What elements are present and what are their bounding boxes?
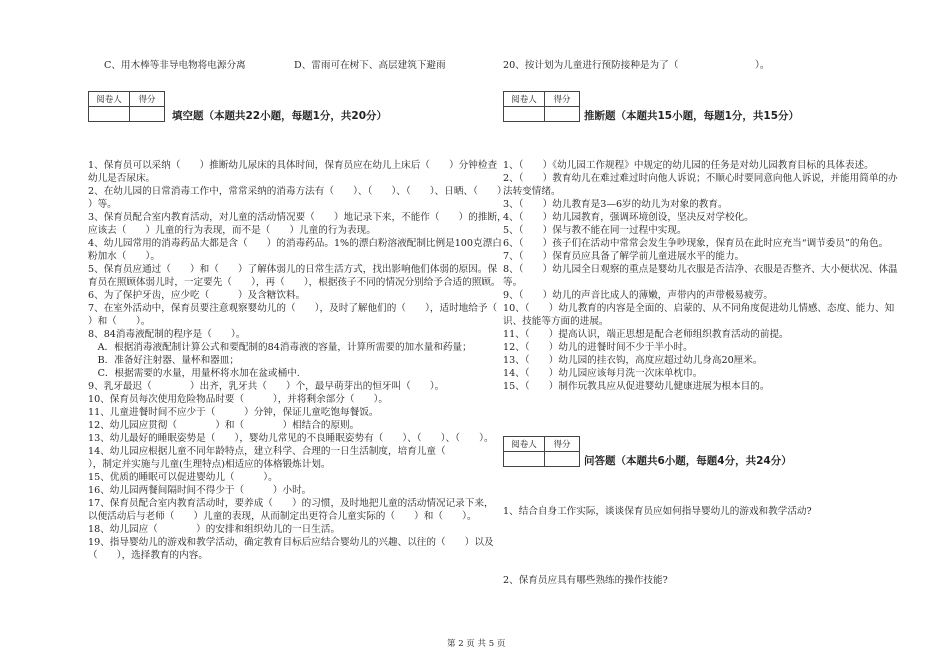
judgment-questions [503, 159, 898, 393]
right-score-table-2 [503, 436, 580, 467]
question-line: 幼儿是否尿床。 [88, 173, 156, 184]
question-line: 3、保育员配合室内教育活动，对儿童的活动情况要（ ）地记录下来，不能作（ ）的推断， [88, 212, 507, 223]
question-line: 15、（ ）制作玩教具应从促进婴幼儿健康进展为根本目的。 [503, 381, 770, 392]
question-20: 20、按计划为儿童进行预防接种是为了（ ）。 [503, 60, 770, 71]
option-d: D、雷雨可在树下、高层建筑下避雨 [294, 60, 446, 71]
score-table-score-cell [545, 107, 580, 122]
question-line: 14、幼儿园应根据儿童不同年龄特点，建立科学、合理的一日生活制度，培育儿童（ [88, 446, 484, 457]
question-line: （ ），选择教育的内容。 [88, 550, 208, 561]
score-table-grader-label: 阅卷人 [504, 437, 545, 452]
question-line: 11、儿童进餐时间不应少于（ ）分钟，保证儿童吃饱每餐饭。 [88, 407, 379, 418]
question-line: 识、技能等方面的进展。 [503, 316, 609, 327]
essay-section-title: 问答题（本题共6小题，每题4分，共24分） [584, 455, 792, 467]
question-line: 13、（ ）幼儿园的挂衣钩，高度应超过幼儿身高20厘米。 [503, 355, 763, 366]
question-line: A．根据消毒液配制计算公式和要配制的84消毒液的容量，计算所需要的加水量和药量； [88, 342, 472, 353]
question-line: 13、幼儿最好的睡眠姿势是（ ），婴幼儿常见的不良睡眠姿势有（ ）、（ ）、（ ）。 [88, 433, 494, 444]
question-line: 16、幼儿园两餐间隔时间不得少于（ ）小时。 [88, 485, 312, 496]
page-footer: 第 2 页 共 5 页 [447, 639, 506, 649]
question-line: 5、保育员应通过（ ）和（ ）了解体弱儿的日常生活方式，找出影响他们体弱的原因。保 [88, 264, 498, 275]
question-line: ）和（ ）。 [88, 316, 151, 327]
right-score-table [503, 91, 580, 122]
score-table-score-label: 得分 [545, 437, 580, 452]
question-line: ），制定并实施与儿童(生理特点)相适应的体格锻炼计划。 [88, 459, 331, 470]
score-table-score-cell [130, 107, 165, 122]
question-line: 9、（ ）幼儿的声音比成人的薄嫩，声带内的声带极易疲劳。 [503, 290, 773, 301]
left-score-table [88, 91, 165, 122]
question-line: 10、（ ）幼儿教育的内容是全面的、启蒙的、从不同角度促进幼儿情感、态度、能力、知 [503, 303, 895, 314]
question-line: 8、（ ）幼儿园全日观察的重点是婴幼儿衣服是否洁净、衣服是否整齐、大小便状况、体温 [503, 264, 898, 275]
question-line: ）等。 [88, 199, 117, 210]
essay-question-2: 2、保育员应具有哪些熟练的操作技能? [503, 575, 668, 586]
fill-blank-questions [88, 159, 507, 562]
essay-question-1: 1、结合自身工作实际，谈谈保育员应如何指导婴幼儿的游戏和教学活动? [503, 506, 812, 517]
question-line: B．准备好注射器、量杯和器皿； [88, 355, 239, 366]
option-c: C、用木棒等非导电物将电源分离 [104, 60, 246, 71]
question-line: 4、幼儿园常用的消毒药品大都是含（ ）的消毒药品。1%的漂白粉溶液配制比例是100克漂白 [88, 238, 502, 249]
question-line: 11、（ ）提高认识，端正思想是配合老师组织教育活动的前提。 [503, 329, 789, 340]
question-line: 等。 [503, 277, 523, 288]
question-line: 15、优质的睡眠可以促进婴幼儿（ ）。 [88, 472, 278, 483]
question-line: 4、（ ）幼儿园教育，强调环境创设，坚决反对学校化。 [503, 212, 754, 223]
question-line: 8、84消毒液配制的程序是（ ）。 [88, 329, 246, 340]
question-line: 6、为了保护牙齿，应少吃（ ）及含糖饮料。 [88, 290, 306, 301]
question-line: 9、乳牙最迟（ ）出齐，乳牙共（ ）个，最早萌芽出的恒牙叫（ ）。 [88, 381, 445, 392]
question-line: 应该去（ ）儿童的行为表现，而不是（ ）儿童的行为表现。 [88, 225, 376, 236]
score-table-grader-cell [89, 107, 130, 122]
question-line: 以便活动后与老师（ ）儿童的表现，从而制定出更符合儿童实际的（ ）和（ ）。 [88, 511, 477, 522]
question-line: 17、保育员配合室内教育活动时，要养成（ ）的习惯，及时地把儿童的活动情况记录下来， [88, 498, 494, 509]
score-table-grader-cell [504, 107, 545, 122]
question-line: 1、保育员可以采纳（ ）推断幼儿尿床的具体时间，保育员应在幼儿上床后（ ）分钟检查 [88, 160, 498, 171]
score-table-score-label: 得分 [545, 92, 580, 107]
question-line: 2、在幼儿园的日常消毒工作中，常常采纳的消毒方法有（ ）、（ ）、（ ）、日晒、（ ） [88, 186, 507, 197]
question-line: C．根据需要的水量，用量杯将水加在盆或桶中. [88, 368, 300, 379]
score-table-score-label: 得分 [130, 92, 165, 107]
score-table-grader-label: 阅卷人 [504, 92, 545, 107]
question-line: 粉加水（ ）。 [88, 251, 160, 262]
question-line: 12、幼儿园应贯彻（ ）和（ ）相结合的原则。 [88, 420, 360, 431]
question-line: 7、在室外活动中，保育员要注意观察婴幼儿的（ ），及时了解他们的（ ），适时地给予（ [88, 303, 498, 314]
question-line: 14、（ ）幼儿园应该每月洗一次床单枕巾。 [503, 368, 703, 379]
question-line: 2、（ ）教育幼儿在难过难过时向他人诉说；不顺心时要同意向他人诉说，并能用简单的办 [503, 173, 898, 184]
judgment-section-title: 推断题（本题共15小题，每题1分，共15分） [584, 110, 800, 122]
question-line: 育员在照顾体弱儿时，一定要先（ ），再（ ），根据孩子不同的情况分别给予合适的照顾。 [88, 277, 501, 288]
question-line: 18、幼儿园应（ ）的安排和组织幼儿的一日生活。 [88, 524, 341, 535]
question-line: 3、（ ）幼儿教育是3—6岁的幼儿为对象的教育。 [503, 199, 728, 210]
question-line: 7、（ ）保育员应具备了解学前儿童进展水平的能力。 [503, 251, 745, 262]
score-table-score-cell [545, 452, 580, 467]
question-line: 12、（ ）幼儿的进餐时间不少于半小时。 [503, 342, 693, 353]
question-line: 5、（ ）保与教不能在同一过程中实现。 [503, 225, 687, 236]
question-line: 6、（ ）孩子们在活动中常常会发生争吵现象，保育员在此时应充当“调节委员”的角色。 [503, 238, 889, 249]
question-line: 法转变情绪。 [503, 186, 561, 197]
fill-blank-section-title: 填空题（本题共22小题，每题1分，共20分） [172, 110, 388, 122]
question-line: 1、（ ）《幼儿园工作规程》中规定的幼儿园的任务是对幼儿园教育目标的具体表述。 [503, 160, 874, 171]
score-table-grader-label: 阅卷人 [89, 92, 130, 107]
question-line: 19、指导婴幼儿的游戏和教学活动，确定教育目标后应结合婴幼儿的兴趣、以往的（ ）以及 [88, 537, 494, 548]
score-table-grader-cell [504, 452, 545, 467]
question-line: 10、保育员每次使用危险物品时要（ ），并将剩余部分（ ）。 [88, 394, 389, 405]
